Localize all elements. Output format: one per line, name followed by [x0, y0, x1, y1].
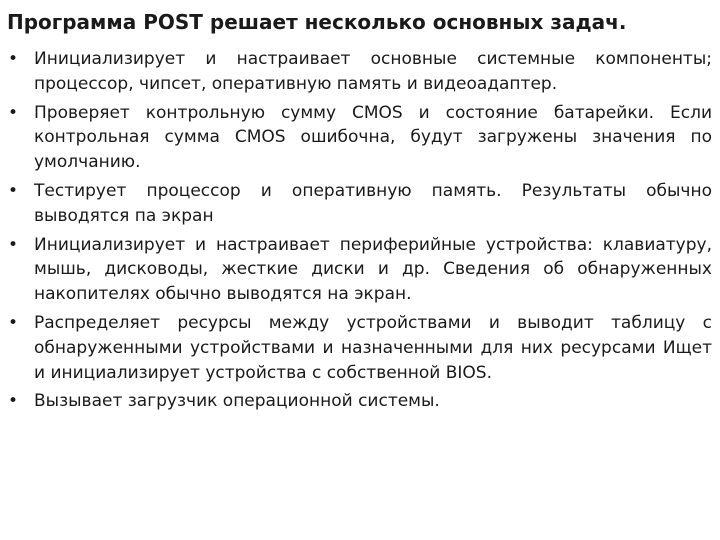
- bullet-item: [0, 179, 712, 229]
- bullet-point-icon: •: [8, 312, 19, 333]
- bullet-item: [0, 233, 712, 307]
- bullet-point-icon: •: [8, 234, 19, 255]
- bullet-text: Тестирует процессор и оперативную память. Результаты обычно выводятся па экран: [34, 180, 712, 226]
- bullet-point-icon: •: [8, 180, 19, 201]
- bullet-text: Распределяет ресурсы между устройствами и выводит таблицу с обнаруженными устройствами и назначенными для них ресурсами Ищет и инициализирует устройства с собственной BIOS.: [34, 312, 712, 383]
- bullet-text: Проверяет контрольную сумму CMOS и состояние батарейки. Если контрольная сумма CMOS ошибочна, будут загружены значения по умолчанию.: [34, 102, 712, 173]
- bullet-text: Инициализирует и настраивает периферийные устройства: клавиатуру, мышь, дисководы, жесткие диски и др. Сведения об обнаруженных накопителях обычно выводятся на экран.: [34, 234, 712, 305]
- bullet-point-icon: •: [8, 49, 19, 69]
- bullet-point-icon: •: [8, 102, 19, 123]
- bullet-item: [0, 311, 712, 385]
- bullet-item: [0, 47, 712, 97]
- bullet-point-icon: •: [8, 391, 19, 412]
- bullet-text: Вызывает загрузчик операционной системы.: [34, 391, 440, 412]
- bullet-text: Инициализирует и настраивает основные системные компоненты; процессор, чипсет, оперативную память и видеоадаптер.: [34, 49, 712, 94]
- bullet-list: [0, 47, 712, 418]
- bullet-item: [0, 101, 712, 175]
- bullet-item: [0, 389, 712, 414]
- slide-title: Программа POST решает несколько основных задач.: [7, 10, 627, 34]
